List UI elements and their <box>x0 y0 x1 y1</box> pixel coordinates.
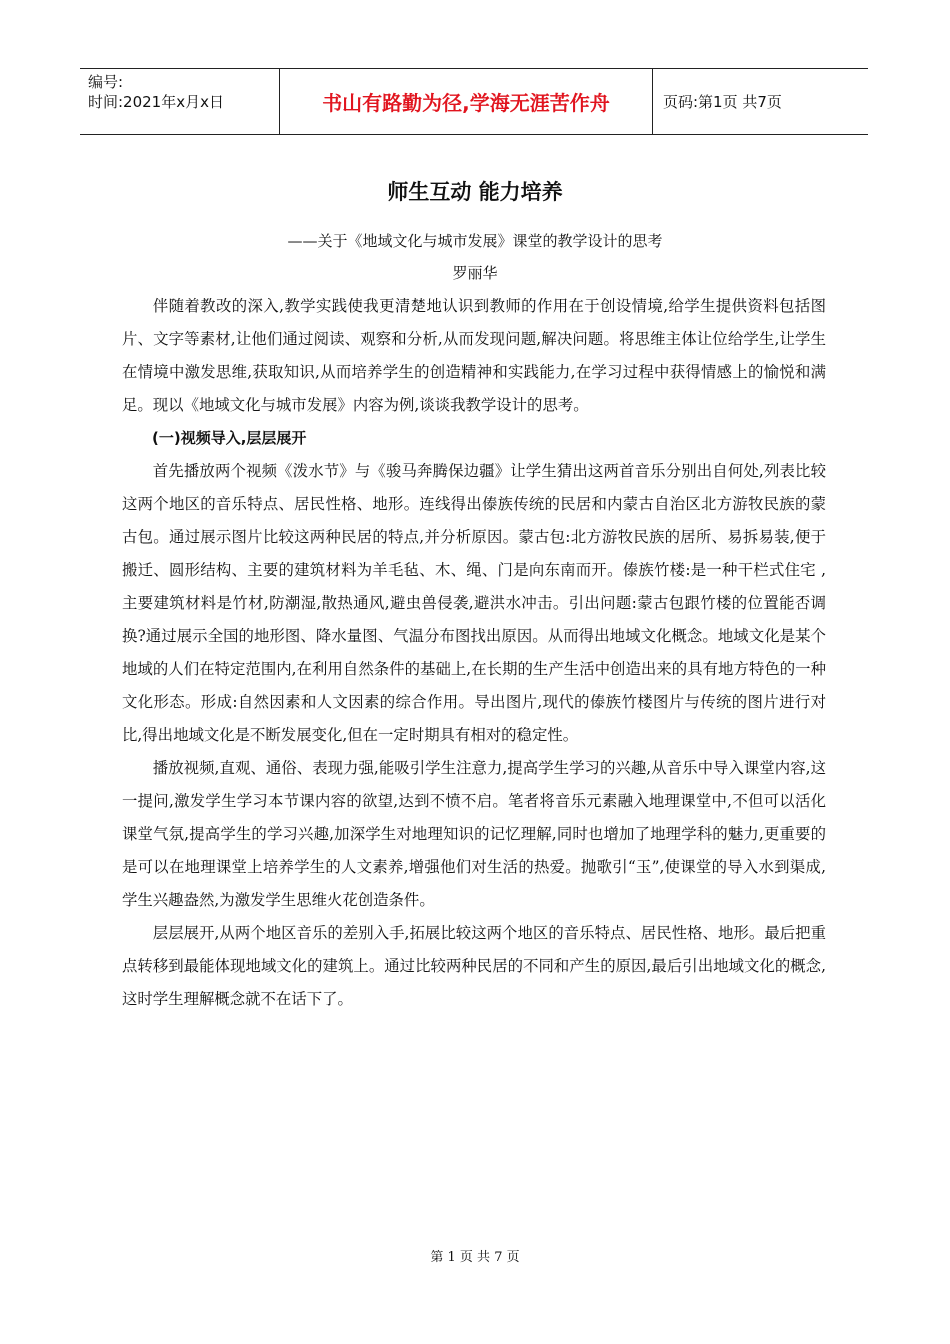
header-motto-cell <box>280 69 653 134</box>
body-paragraph: 首先播放两个视频《泼水节》与《骏马奔腾保边疆》让学生猜出这两首音乐分别出自何处,列表比较这两个地区的音乐特点、居民性格、地形。连线得出傣族传统的民居和内蒙古自治区北方游牧民族的蒙古包。通过展示图片比较这两种民居的特点,并分析原因。蒙古包:北方游牧民族的居所、易拆易装,便于搬迁、圆形结构、主要的建筑材料为羊毛毡、木、绳、门是向东南而开。傣族竹楼:是一种干栏式住宅 ,主要建筑材料是竹材,防潮湿,散热通风,避虫兽侵袭,避洪水冲击。引出问题:蒙古包跟竹楼的位置能否调换?通过展示全国的地形图、降水量图、气温分布图找出原因。从而得出地域文化概念。地域文化是某个地域的人们在特定范围内,在利用自然条件的基础上,在长期的生产生活中创造出来的具有地方特色的一种文化形态。形成:自然因素和人文因素的综合作用。导出图片,现代的傣族竹楼图片与传统的图片进行对比,得出地域文化是不断发展变化,但在一定时期具有相对的稳定性。 <box>122 462 826 744</box>
header-page-cell <box>653 69 868 134</box>
body-paragraph: 伴随着教改的深入,教学实践使我更清楚地认识到教师的作用在于创设情境,给学生提供资料包括图片、文字等素材,让他们通过阅读、观察和分析,从而发现问题,解决问题。将思维主体让位给学生,让学生在情境中激发思维,获取知识,从而培养学生的创造精神和实践能力,在学习过程中获得情感上的愉悦和满足。现以《地域文化与城市发展》内容为例,谈谈我教学设计的思考。 <box>122 297 826 414</box>
header-meta-cell <box>80 69 280 134</box>
header-table <box>80 68 868 135</box>
section-heading: (一)视频导入,层层展开 <box>152 429 307 447</box>
article-subtitle: ——关于《地域文化与城市发展》课堂的教学设计的思考 <box>287 232 663 250</box>
document-date: 时间:2021年x月x日 <box>88 93 224 111</box>
header-motto: 书山有路勤为径,学海无涯苦作舟 <box>322 91 610 115</box>
article-title: 师生互动 能力培养 <box>387 180 563 204</box>
document-number-label: 编号: <box>88 73 124 91</box>
body-paragraph: 播放视频,直观、通俗、表现力强,能吸引学生注意力,提高学生学习的兴趣,从音乐中导入课堂内容,这一提问,激发学生学习本节课内容的欲望,达到不愤不启。笔者将音乐元素融入地理课堂中,不但可以活化课堂气氛,提高学生的学习兴趣,加深学生对地理知识的记忆理解,同时也增加了地理学科的魅力,更重要的是可以在地理课堂上培养学生的人文素养,增强他们对生活的热爱。抛歌引“玉”,使课堂的导入水到渠成,学生兴趣盎然,为激发学生思维火花创造条件。 <box>122 759 826 909</box>
page-footer: 第 1 页 共 7 页 <box>430 1250 520 1265</box>
article-body <box>122 290 826 1016</box>
header-page-info: 页码:第1页 共7页 <box>663 93 782 111</box>
article-author: 罗丽华 <box>452 264 498 282</box>
body-paragraph: 层层展开,从两个地区音乐的差别入手,拓展比较这两个地区的音乐特点、居民性格、地形。最后把重点转移到最能体现地域文化的建筑上。通过比较两种民居的不同和产生的原因,最后引出地域文化的概念,这时学生理解概念就不在话下了。 <box>122 924 826 1008</box>
